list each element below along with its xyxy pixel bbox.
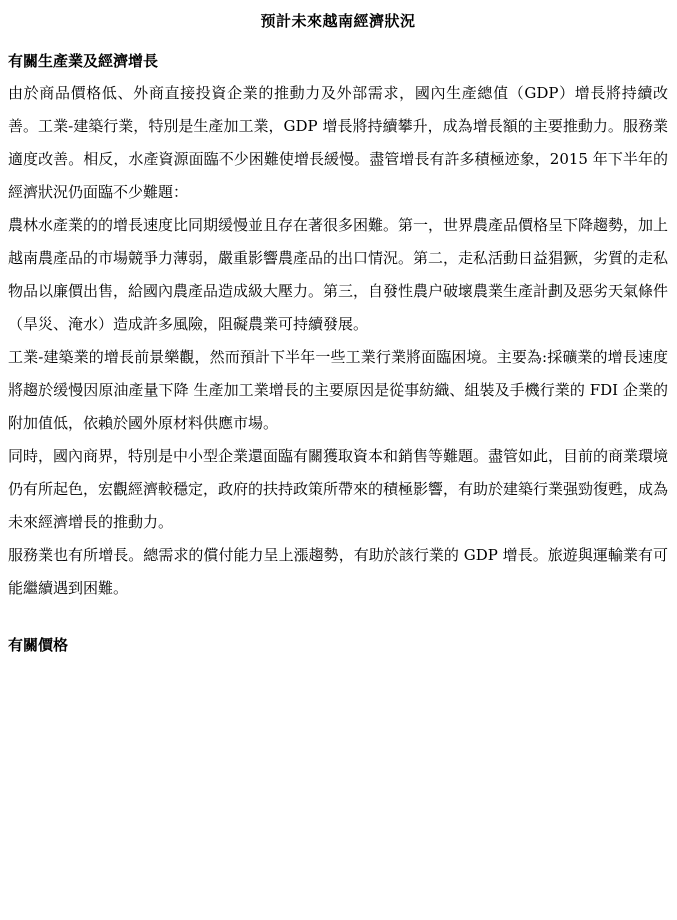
section-heading-growth: 有關生產業及經濟增長 — [8, 52, 159, 70]
document-title: 预計未來越南經濟狀況 — [260, 12, 416, 30]
paragraph-gdp-outlook: 由於商品價格低、外商直接投資企業的推動力及外部需求，國內生產總值（GDP）增長將持續改善。工業-建築行業，特別是生產加工業，GDP 增長將持續攀升，成為增長額的主要推動力。服務業適度改善。相反，水產資源面臨不少困難使增長緩慢。盡管增長有許多積極迹象，2015 年下半年的經濟狀況仍面臨不少難題： — [8, 84, 668, 201]
paragraph-services: 服務業也有所增長。總需求的償付能力呈上漲趨勢，有助於該行業的 GDP 增長。旅遊與運輸業有可能繼續遇到困難。 — [8, 546, 668, 597]
paragraph-agriculture: 農林水產業的的增長速度比同期缓慢並且存在著很多困難。第一，世界農產品價格呈下降趨勢，加上越南農產品的市場競爭力薄弱，嚴重影響農產品的出口情況。第二，走私活動日益猖獗，劣質的走私物品以廉價出售，給國內農產品造成級大壓力。第三，自發性農户破壞農業生產計劃及惡劣天氣條件（旱災、淹水）造成許多風險，阻礙農業可持續發展。 — [8, 216, 669, 333]
paragraph-business-environment: 同時，國內商界，特別是中小型企業還面臨有關獲取資本和銷售等難題。盡管如此，目前的商業環境仍有所起色，宏觀經濟較穩定，政府的扶持政策所帶來的積極影響，有助於建築行業强勁復甦，成為未來經濟增長的推動力。 — [8, 447, 669, 531]
paragraph-industry: 工業-建築業的增長前景樂觀，然而預計下半年一些工業行業將面臨困境。主要為:採礦業的增長速度將趨於缓慢因原油產量下降 生產加工業增長的主要原因是從事紡織、組裝及手機行業的 FDI 企業的附加值低，依賴於國外原材料供應市場。 — [8, 348, 668, 432]
section-heading-prices: 有關價格 — [8, 636, 69, 654]
